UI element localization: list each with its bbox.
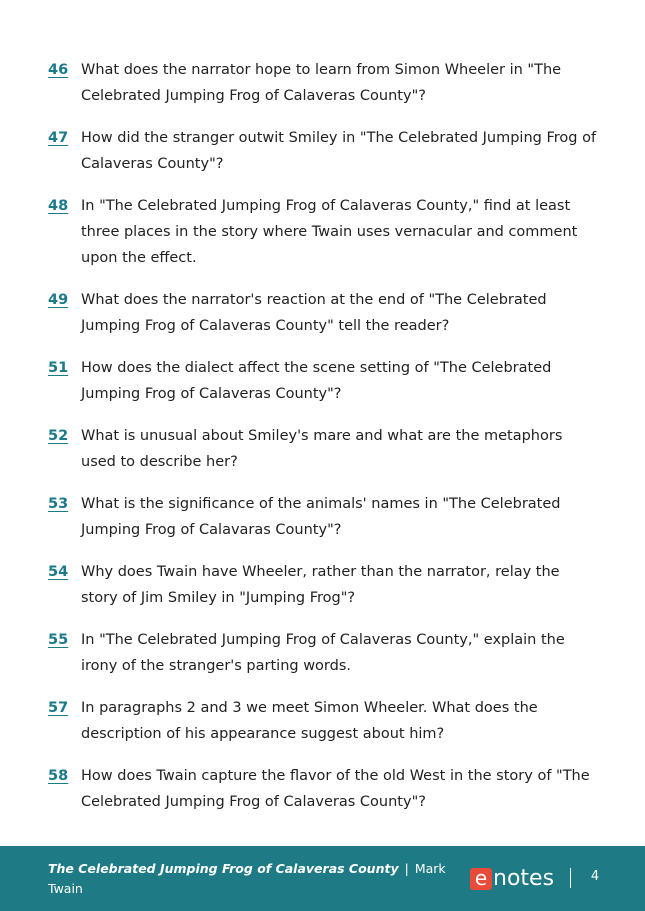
book-author: Mark Twain	[48, 861, 446, 896]
question-link[interactable]: 46	[48, 62, 69, 78]
question-link[interactable]: 51	[48, 360, 69, 376]
question-link[interactable]: 48	[48, 198, 69, 214]
question-link[interactable]: 54	[48, 564, 69, 580]
footer-book-info	[48, 859, 448, 899]
question-link[interactable]: 47	[48, 130, 69, 146]
question-link[interactable]: 58	[48, 768, 69, 784]
question-text: What is the significance of the animals' names in "The Celebrated Jumping Frog of Calavaras County"?	[81, 496, 561, 538]
footer-divider	[570, 868, 571, 888]
question-link[interactable]: 53	[48, 496, 69, 512]
question-text: What does the narrator's reaction at the end of "The Celebrated Jumping Frog of Calaveras County" tell the reader?	[81, 292, 547, 334]
question-text: How does the dialect affect the scene setting of "The Celebrated Jumping Frog of Calaveras County"?	[81, 360, 552, 402]
question-text: What is unusual about Smiley's mare and what are the metaphors used to describe her?	[81, 428, 563, 470]
question-text: Why does Twain have Wheeler, rather than the narrator, relay the story of Jim Smiley in "Jumping Frog"?	[81, 564, 560, 606]
enotes-logo[interactable]	[470, 866, 554, 892]
book-title: The Celebrated Jumping Frog of Calaveras County	[48, 861, 399, 876]
footer-separator: |	[404, 861, 409, 876]
question-text: How does Twain capture the flavor of the old West in the story of "The Celebrated Jumping Frog of Calaveras County"?	[81, 768, 590, 810]
page-footer	[0, 846, 645, 911]
question-text: How did the stranger outwit Smiley in "The Celebrated Jumping Frog of Calaveras County"?	[81, 130, 597, 172]
question-link[interactable]: 52	[48, 428, 69, 444]
question-text: In paragraphs 2 and 3 we meet Simon Wheeler. What does the description of his appearance suggest about him?	[81, 700, 538, 742]
question-link[interactable]: 55	[48, 632, 69, 648]
question-text: In "The Celebrated Jumping Frog of Calaveras County," explain the irony of the stranger's parting words.	[81, 632, 565, 674]
question-text: What does the narrator hope to learn from Simon Wheeler in "The Celebrated Jumping Frog of Calaveras County"?	[81, 62, 562, 104]
question-text: In "The Celebrated Jumping Frog of Calaveras County," find at least three places in the story where Twain uses vernacular and comment upon the effect.	[81, 198, 578, 266]
question-link[interactable]: 57	[48, 700, 69, 716]
enotes-logo-text: notes	[493, 866, 555, 891]
question-link[interactable]: 49	[48, 292, 69, 308]
enotes-logo-e: e	[470, 868, 492, 890]
page-number: 4	[590, 869, 600, 884]
